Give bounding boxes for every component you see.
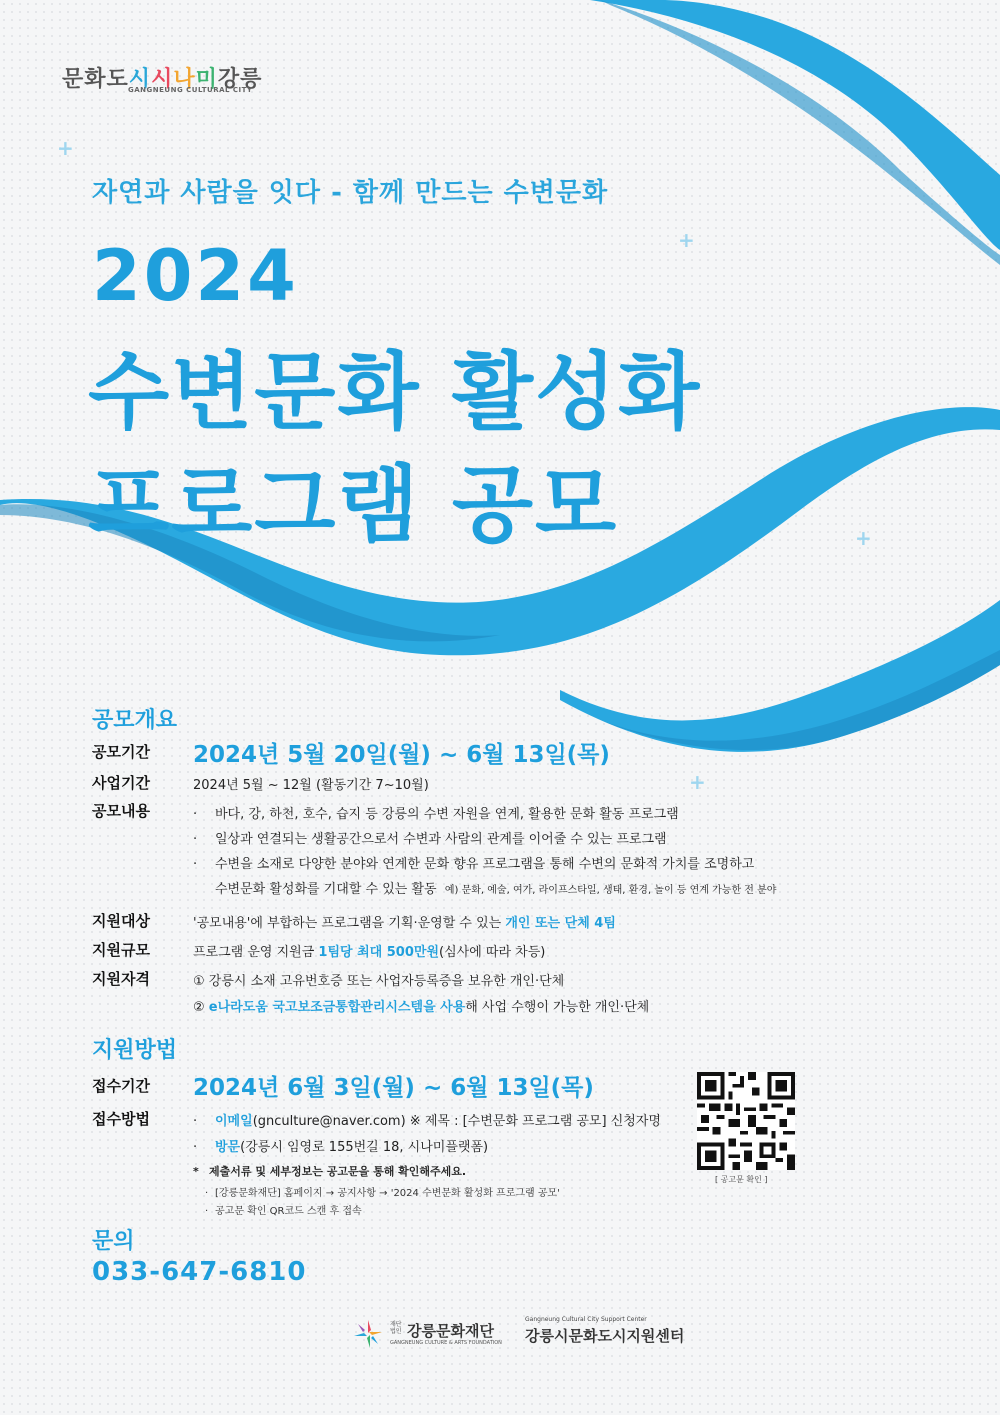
method-email: · 이메일(gnculture@naver.com) ※ 제목 : [수변문화 프로그램 공모] 신청자명 bbox=[193, 1114, 661, 1129]
logo-char: 강 bbox=[217, 67, 241, 92]
content-item-text: 바다, 강, 하천, 호수, 습지 등 강릉의 수변 자원을 연계, 활용한 문화 활동 프로그램 bbox=[215, 807, 679, 822]
scale-suffix: (심사에 따라 차등) bbox=[439, 945, 546, 960]
logo-char: 화 bbox=[84, 67, 107, 92]
note-title-text: 제출서류 및 세부정보는 공고문을 통해 확인해주세요. bbox=[209, 1165, 467, 1178]
foundation-name: 강릉문화재단 bbox=[407, 1322, 494, 1340]
qual-highlight: e나라도움 국고보조금통합관리시스템을 사용 bbox=[208, 1000, 466, 1015]
visit-text: (강릉시 임영로 155번길 18, 시나미플랫폼) bbox=[240, 1140, 489, 1155]
overview-heading: 공모개요 bbox=[92, 708, 178, 733]
content-item-continuation bbox=[215, 878, 776, 897]
period-value: 2024년 5월 20일(월) ~ 6월 13일(목) bbox=[193, 742, 610, 768]
contact-heading: 문의 bbox=[92, 1229, 135, 1254]
note-title: * 제출서류 및 세부정보는 공고문을 통해 확인해주세요. bbox=[193, 1165, 467, 1178]
logo-char: 미 bbox=[195, 67, 218, 92]
logo-char: 나 bbox=[173, 67, 196, 92]
qualification-item-2 bbox=[193, 996, 649, 1015]
period-label: 공모기간 bbox=[92, 743, 150, 761]
logo-char: 시 bbox=[128, 67, 152, 92]
foundation-icon bbox=[352, 1318, 384, 1350]
apply-period-value: 2024년 6월 3일(월) ~ 6월 13일(목) bbox=[193, 1075, 594, 1101]
qual-suffix: 해 사업 수행이 가능한 개인·단체 bbox=[465, 1000, 650, 1015]
foundation-en: GANGNEUNG CULTURE & ARTS FOUNDATION bbox=[390, 1340, 502, 1346]
apply-period-label: 접수기간 bbox=[92, 1077, 150, 1095]
logo-subtitle: GANGNEUNG CULTURAL CITY bbox=[128, 86, 253, 94]
logo-char: 릉 bbox=[240, 67, 263, 92]
target-text: '공모내용'에 부합하는 프로그램을 기획·운영할 수 있는 bbox=[193, 916, 506, 931]
content-item-text: 수변문화 활성화를 기대할 수 있는 활동 bbox=[215, 882, 437, 897]
qr-caption: [ 공고문 확인 ] bbox=[715, 1175, 768, 1184]
support-center-logo bbox=[525, 1316, 684, 1346]
content-label: 공모내용 bbox=[92, 802, 150, 820]
foundation-small: 재단법인 bbox=[390, 1321, 402, 1335]
content-item-text: 일상과 연결되는 생활공간으로서 수변과 사람의 관계를 이어줄 수 있는 프로그램 bbox=[215, 832, 667, 847]
target-label: 지원대상 bbox=[92, 912, 150, 930]
title-line-1: 수변문화 활성화 bbox=[88, 343, 702, 441]
method-visit: · 방문(강릉시 임영로 155번길 18, 시나미플랫폼) bbox=[193, 1140, 489, 1155]
email-highlight: 이메일 bbox=[215, 1114, 253, 1129]
scale-text: 프로그램 운영 지원금 bbox=[193, 945, 319, 960]
email-text: (gnculture@naver.com) ※ 제목 : [수변문화 프로그램 공모] 신청자명 bbox=[252, 1114, 661, 1129]
content-item: · 수변을 소재로 다양한 분야와 연계한 문화 향유 프로그램을 통해 수변의 문화적 가치를 조명하고 bbox=[193, 857, 755, 872]
project-value: 2024년 5월 ~ 12월 (활동기간 7~10월) bbox=[193, 778, 429, 793]
title-line-2: 프로그램 공모 bbox=[88, 456, 619, 554]
content-item: · 일상과 연결되는 생활공간으로서 수변과 사람의 관계를 이어줄 수 있는 프로그램 bbox=[193, 832, 667, 847]
method-label: 접수방법 bbox=[92, 1110, 150, 1128]
support-center-name: 강릉시문화도시지원센터 bbox=[525, 1327, 685, 1345]
plus-icon: + bbox=[57, 136, 74, 160]
qual-num: ② bbox=[193, 1000, 209, 1015]
note-line-text: 공고문 확인 QR코드 스캔 후 접속 bbox=[215, 1206, 362, 1217]
qr-code[interactable] bbox=[697, 1072, 795, 1170]
target-highlight: 개인 또는 단체 4팀 bbox=[505, 916, 616, 931]
visit-highlight: 방문 bbox=[215, 1140, 241, 1155]
plus-icon: + bbox=[689, 770, 706, 794]
content-example: 예) 문화, 예술, 여가, 라이프스타일, 생태, 환경, 놀이 등 연계 가능한 전 분야 bbox=[444, 885, 777, 896]
note-line-text: [강릉문화재단] 홈페이지 → 공지사항 → '2024 수변문화 활성화 프로그램 공모' bbox=[215, 1188, 560, 1199]
support-center-en: Gangneung Cultural City Support Center bbox=[525, 1316, 647, 1323]
title-year: 2024 bbox=[92, 235, 299, 317]
plus-icon: + bbox=[855, 526, 872, 550]
logo-char: 도 bbox=[106, 67, 129, 92]
logo-char: 문 bbox=[62, 67, 85, 92]
content-item: · 바다, 강, 하천, 호수, 습지 등 강릉의 수변 자원을 연계, 활용한 문화 활동 프로그램 bbox=[193, 807, 679, 822]
content-item-text: 수변을 소재로 다양한 분야와 연계한 문화 향유 프로그램을 통해 수변의 문화적 가치를 조명하고 bbox=[215, 857, 755, 872]
slogan: 자연과 사람을 잇다 - 함께 만드는 수변문화 bbox=[92, 178, 609, 208]
scale-value bbox=[193, 941, 545, 960]
scale-label: 지원규모 bbox=[92, 941, 150, 959]
plus-icon: + bbox=[678, 228, 695, 252]
scale-highlight: 1팀당 최대 500만원 bbox=[318, 945, 440, 960]
apply-heading: 지원방법 bbox=[92, 1038, 178, 1063]
logo-char: 시 bbox=[151, 67, 174, 92]
project-label: 사업기간 bbox=[92, 774, 150, 792]
note-line-2: · 공고문 확인 QR코드 스캔 후 접속 bbox=[205, 1206, 362, 1217]
contact-phone[interactable]: 033-647-6810 bbox=[92, 1257, 307, 1287]
target-value bbox=[193, 912, 616, 931]
qualification-label: 지원자격 bbox=[92, 970, 150, 988]
qualification-item-1: ① 강릉시 소재 고유번호증 또는 사업자등록증을 보유한 개인·단체 bbox=[193, 974, 565, 989]
note-line-1: · [강릉문화재단] 홈페이지 → 공지사항 → '2024 수변문화 활성화 프로그램 공모' bbox=[205, 1188, 560, 1199]
